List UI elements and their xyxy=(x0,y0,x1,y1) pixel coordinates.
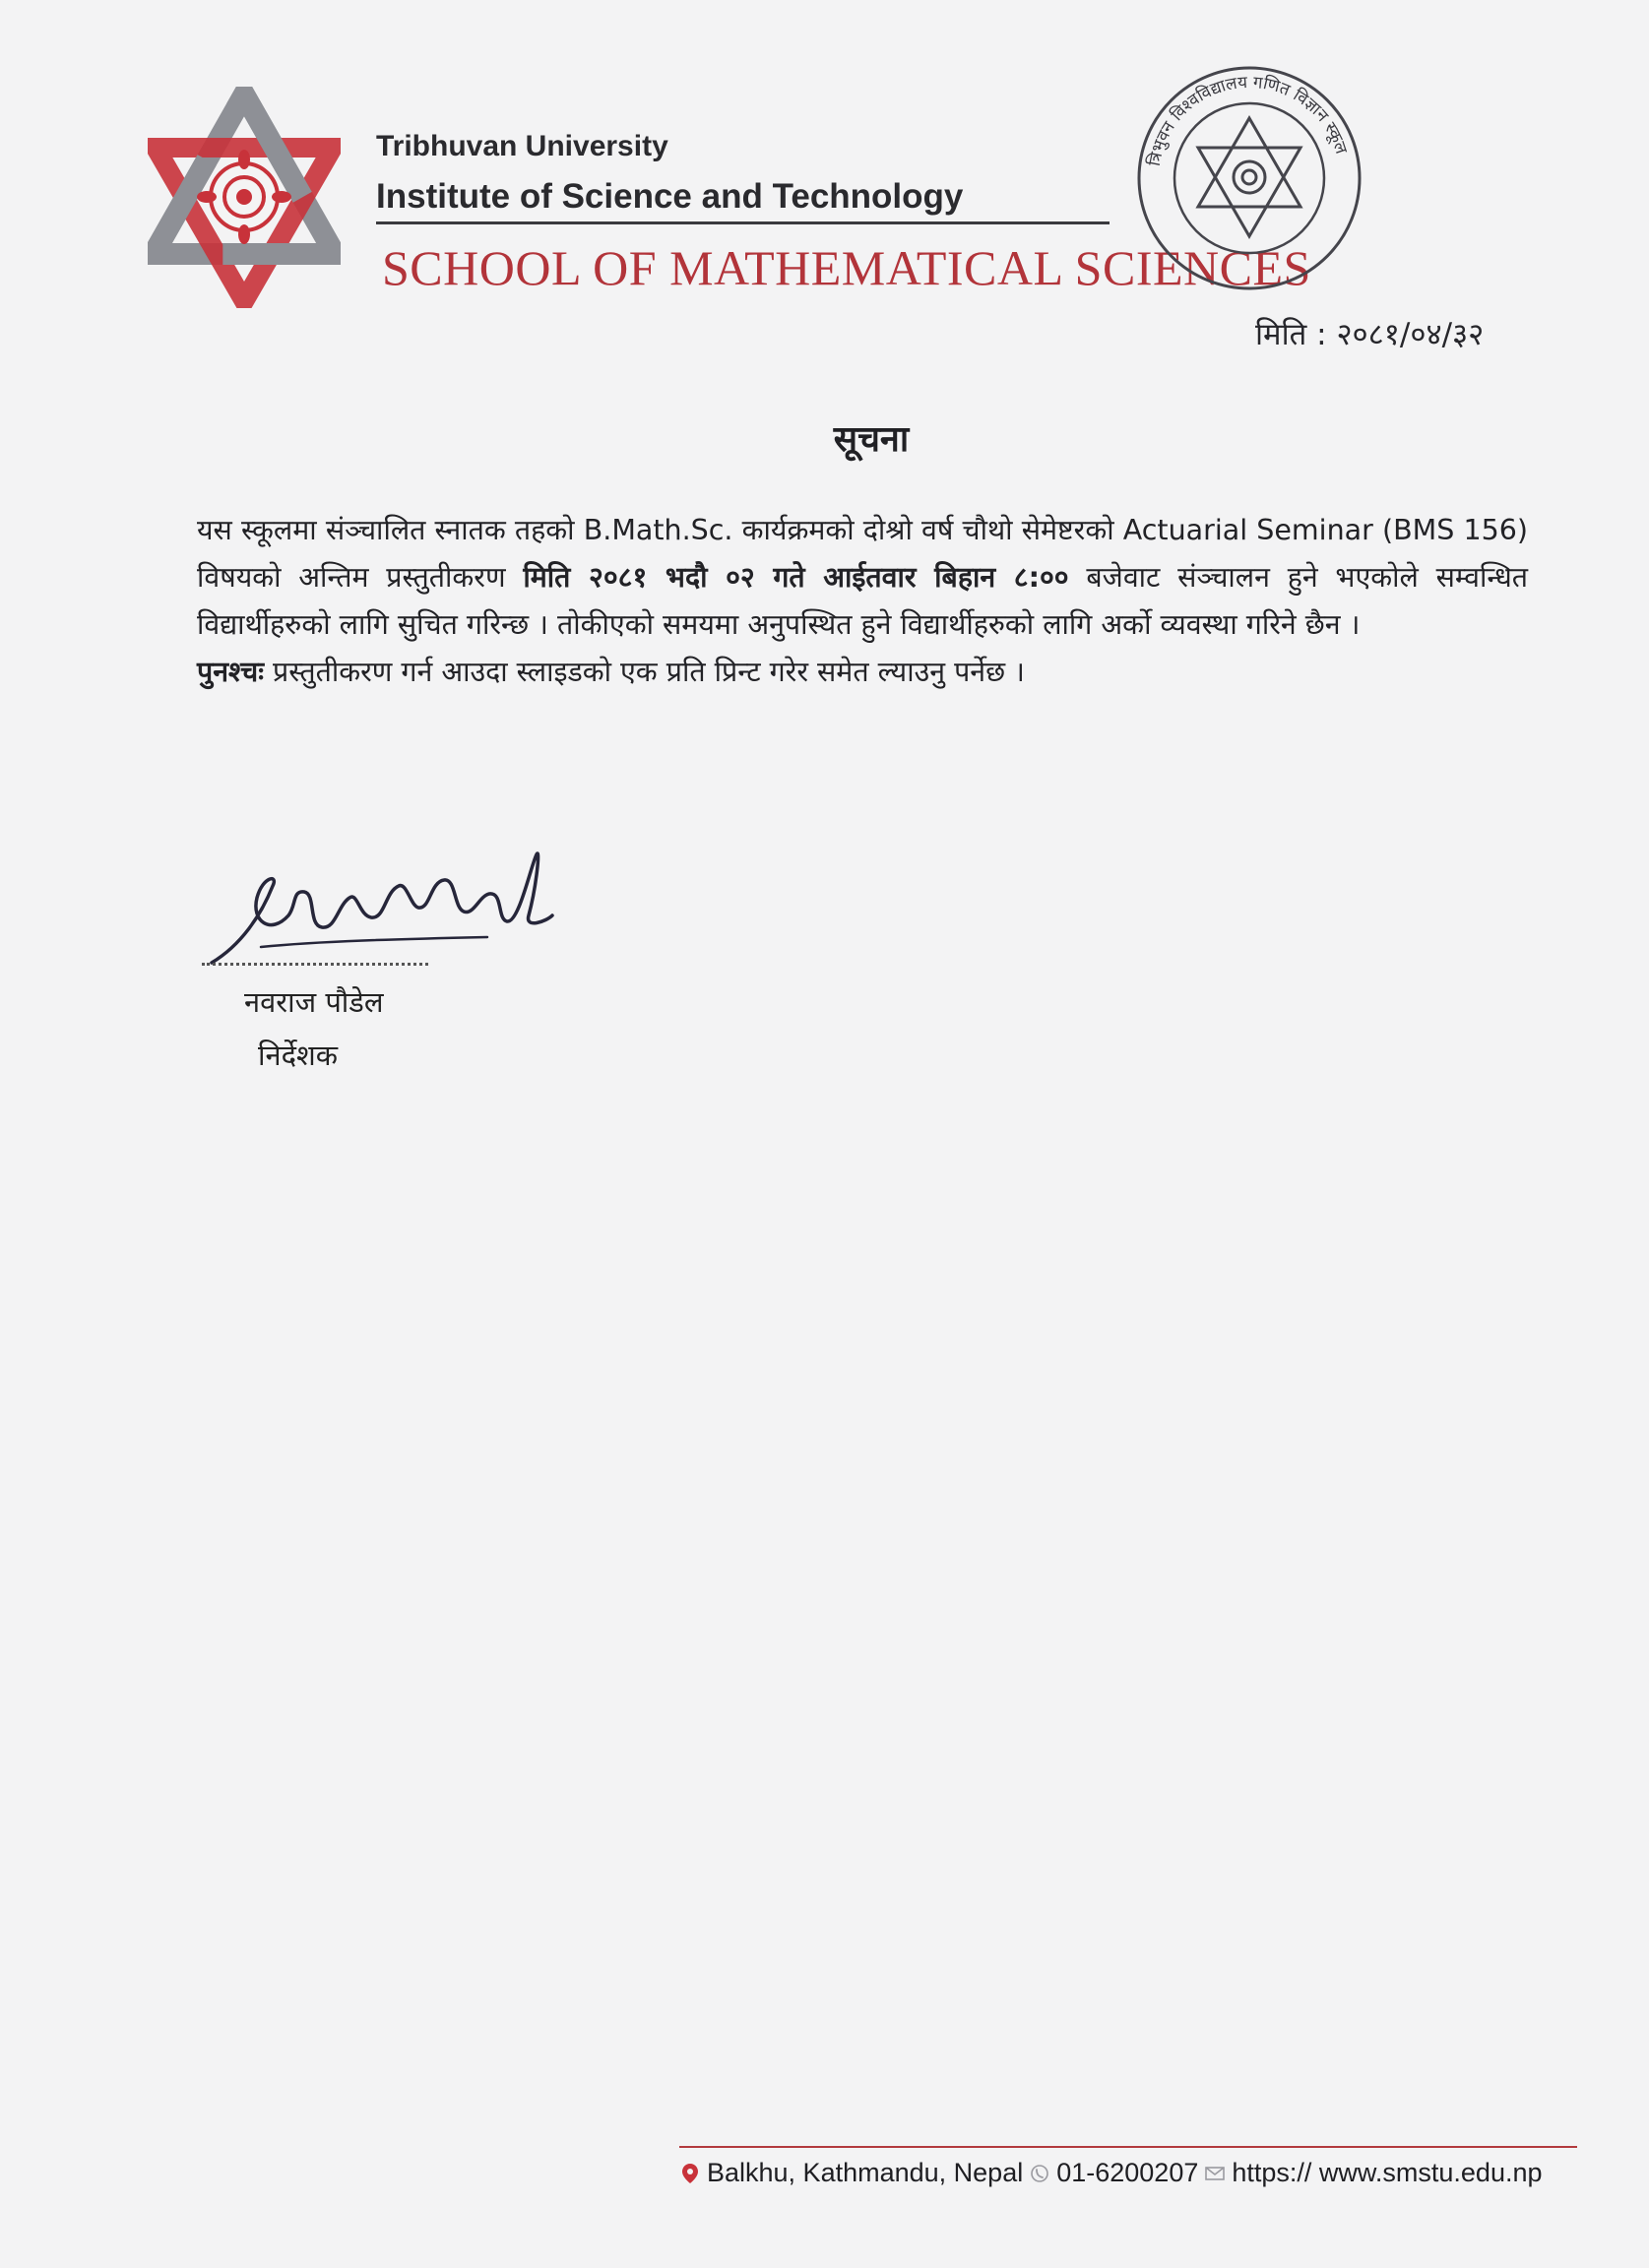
notice-title: सूचना xyxy=(833,419,910,460)
postscript xyxy=(197,649,1528,696)
location-pin-icon xyxy=(679,2162,701,2185)
footer-website[interactable]: https:// www.smstu.edu.np xyxy=(1232,2158,1543,2187)
notice-body xyxy=(197,507,1528,696)
date-label: मिति : xyxy=(1255,317,1327,352)
university-name: Tribhuvan University xyxy=(376,130,668,162)
phone-icon xyxy=(1029,2162,1050,2185)
seal-star-icon xyxy=(1198,118,1300,236)
postscript-text: प्रस्तुतीकरण गर्न आउदा स्लाइडको एक प्रति प्रिन्ट गरेर समेत ल्याउनु पर्नेछ । xyxy=(263,656,1025,688)
school-name: SCHOOL OF MATHEMATICAL SCIENCES xyxy=(382,240,1311,295)
footer-contact xyxy=(679,2158,1577,2188)
signature xyxy=(202,847,556,965)
official-seal xyxy=(1132,61,1366,295)
postscript-label: पुनश्चः xyxy=(197,656,264,688)
footer-phone: 01-6200207 xyxy=(1056,2158,1199,2187)
date-value: २०८१/०४/३२ xyxy=(1336,317,1485,352)
body-text-part2: बजेवाट संञ्चालन हुने भएकोले सम्वन्धित विद्यार्थीहरुको लागि सुचित गरिन्छ । तोकीएको समयमा अनुपस्थित हुने विद्यार्थीहरुको लागि अर्को व्यवस्था गरिने छैन । xyxy=(197,561,1528,641)
email-icon xyxy=(1204,2162,1226,2185)
notice-paragraph xyxy=(197,507,1528,649)
seal-text: त्रिभुवन विश्वविद्यालय गणित विज्ञान स्कूल xyxy=(1144,72,1352,168)
notice-date xyxy=(1255,313,1484,354)
university-logo xyxy=(148,87,341,308)
signature-line xyxy=(202,963,428,966)
footer-address: Balkhu, Kathmandu, Nepal xyxy=(707,2158,1024,2187)
institute-name: Institute of Science and Technology xyxy=(376,177,964,216)
signatory-title: निर्देशक xyxy=(258,1039,338,1072)
footer-divider xyxy=(679,2146,1577,2148)
header-divider xyxy=(376,221,1110,224)
signatory-name: नवराज पौडेल xyxy=(244,985,384,1019)
body-text-part1: यस स्कूलमा संञ्चालित स्नातक तहको B.Math.Sc. कार्यक्रमको दोश्रो वर्ष चौथो सेमेष्टरको Actuarial Seminar (BMS 156) विषयको अन्तिम प्रस्तुतीकरण xyxy=(197,514,1528,594)
body-text-bold-date: मिति २०८१ भदौ ०२ गते आईतवार बिहान ८:०० xyxy=(523,561,1069,594)
